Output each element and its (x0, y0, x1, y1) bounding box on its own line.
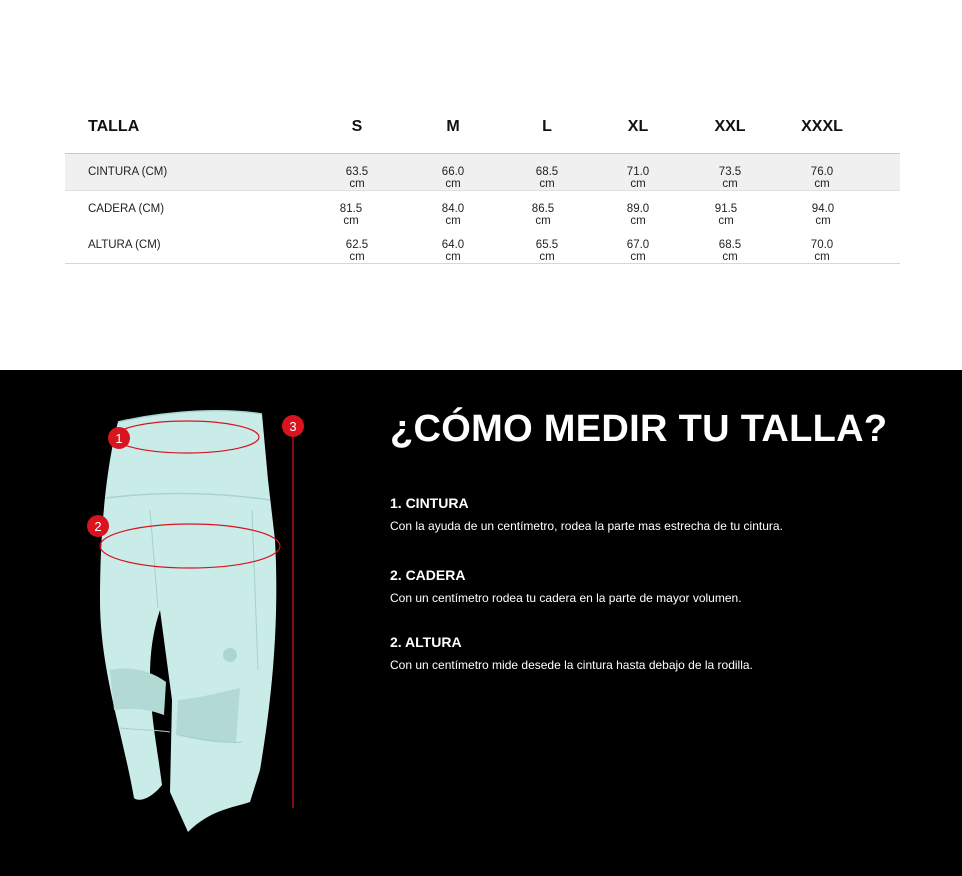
row-label: ALTURA (CM) (88, 239, 161, 251)
table-cell: 70.0 cm (810, 239, 834, 263)
measure-guide-section (0, 370, 962, 876)
header-size-l: L (542, 118, 552, 135)
step-text: Con la ayuda de un centímetro, rodea la parte mas estrecha de tu cintura. (390, 519, 783, 533)
table-cell: 65.5 cm (535, 239, 559, 263)
marker-1-icon (108, 427, 130, 449)
table-cell: 62.5 cm (345, 239, 369, 263)
size-table (65, 100, 900, 264)
table-cell: 76.0 cm (810, 166, 834, 190)
table-cell: 91.5 cm (714, 203, 738, 227)
svg-text:2: 2 (94, 519, 102, 534)
svg-text:3: 3 (289, 419, 297, 434)
guide-title: ¿CÓMO MEDIR TU TALLA? (390, 408, 888, 450)
table-row-altura (65, 227, 900, 264)
step-cintura (390, 495, 783, 533)
table-cell: 71.0 cm (626, 166, 650, 190)
header-size-xxxl: XXXL (801, 118, 843, 135)
header-talla: TALLA (88, 118, 140, 135)
step-text: Con un centímetro mide desede la cintura hasta debajo de la rodilla. (390, 658, 753, 672)
step-altura (390, 634, 753, 672)
table-cell: 94.0 cm (811, 203, 835, 227)
mesh-panel-left (110, 669, 166, 716)
row-label: CADERA (CM) (88, 203, 165, 215)
table-cell: 68.5 cm (535, 166, 559, 190)
header-size-xxl: XXL (714, 118, 746, 135)
header-size-m: M (446, 118, 460, 135)
step-text: Con un centímetro rodea tu cadera en la parte de mayor volumen. (390, 591, 742, 605)
table-cell: 68.5 cm (718, 239, 742, 263)
table-cell: 86.5 cm (531, 203, 555, 227)
size-table-header (65, 100, 900, 153)
table-cell: 73.5 cm (718, 166, 742, 190)
leggings-figure (0, 370, 380, 876)
table-cell: 64.0 cm (441, 239, 465, 263)
step-heading: 2. CADERA (390, 567, 466, 583)
svg-text:1: 1 (115, 431, 123, 446)
marker-2-icon (87, 515, 109, 537)
table-cell: 84.0 cm (441, 203, 465, 227)
table-cell: 81.5 cm (339, 203, 363, 227)
table-cell: 67.0 cm (626, 239, 650, 263)
brand-logo-icon (223, 648, 237, 662)
header-size-s: S (351, 118, 363, 135)
table-row-cintura (65, 153, 900, 191)
leggings-shape (100, 411, 276, 832)
table-cell: 66.0 cm (441, 166, 465, 190)
marker-3-icon (282, 415, 304, 437)
table-row-cadera (65, 191, 900, 227)
step-heading: 2. ALTURA (390, 634, 462, 650)
step-cadera (390, 567, 742, 605)
row-label: CINTURA (CM) (88, 166, 168, 178)
table-cell: 63.5 cm (345, 166, 369, 190)
header-size-xl: XL (627, 118, 649, 135)
step-heading: 1. CINTURA (390, 495, 469, 511)
table-cell: 89.0 cm (626, 203, 650, 227)
